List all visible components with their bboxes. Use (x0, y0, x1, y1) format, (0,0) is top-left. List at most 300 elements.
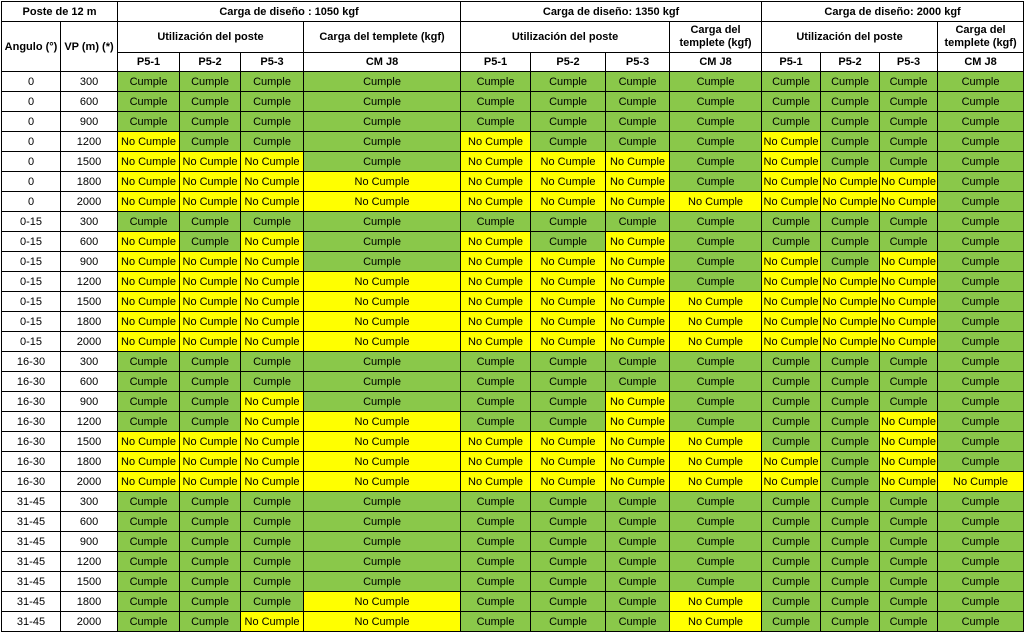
cumple-cell: Cumple (461, 92, 531, 112)
cumple-cell: Cumple (670, 352, 762, 372)
vp-cell: 900 (61, 392, 118, 412)
vp-cell: 900 (61, 252, 118, 272)
cumple-cell: Cumple (461, 512, 531, 532)
vp-cell: 300 (61, 352, 118, 372)
cumple-cell: Cumple (531, 72, 606, 92)
cumple-cell: Cumple (304, 492, 461, 512)
table-row (2, 252, 1024, 272)
cumple-cell: Cumple (241, 372, 304, 392)
vp-cell: 1500 (61, 432, 118, 452)
cumple-cell: Cumple (118, 492, 180, 512)
vp-cell: 600 (61, 372, 118, 392)
no-cumple-cell: No Cumple (118, 172, 180, 192)
vp-cell: 2000 (61, 472, 118, 492)
cumple-cell: Cumple (880, 372, 938, 392)
cumple-cell: Cumple (762, 572, 821, 592)
cumple-cell: Cumple (304, 252, 461, 272)
cumple-cell: Cumple (670, 412, 762, 432)
angulo-cell: 0-15 (2, 292, 61, 312)
cumple-cell: Cumple (461, 392, 531, 412)
cumple-cell: Cumple (531, 592, 606, 612)
no-cumple-cell: No Cumple (118, 192, 180, 212)
cumple-cell: Cumple (880, 112, 938, 132)
cumple-cell: Cumple (304, 152, 461, 172)
cumple-cell: Cumple (606, 212, 670, 232)
no-cumple-cell: No Cumple (762, 172, 821, 192)
cumple-cell: Cumple (531, 212, 606, 232)
angulo-cell: 0-15 (2, 312, 61, 332)
col-header: P5-2 (180, 53, 241, 72)
no-cumple-cell: No Cumple (118, 332, 180, 352)
table-row (2, 112, 1024, 132)
cumple-cell: Cumple (762, 72, 821, 92)
angulo-cell: 16-30 (2, 412, 61, 432)
cumple-cell: Cumple (531, 232, 606, 252)
no-cumple-cell: No Cumple (180, 292, 241, 312)
vp-cell: 1500 (61, 292, 118, 312)
cumple-cell: Cumple (180, 92, 241, 112)
no-cumple-cell: No Cumple (762, 272, 821, 292)
cumple-cell: Cumple (180, 132, 241, 152)
no-cumple-cell: No Cumple (762, 192, 821, 212)
cumple-cell: Cumple (670, 572, 762, 592)
vp-cell: 2000 (61, 192, 118, 212)
cumple-cell: Cumple (762, 552, 821, 572)
no-cumple-cell: No Cumple (821, 192, 880, 212)
no-cumple-cell: No Cumple (606, 272, 670, 292)
cumple-cell: Cumple (938, 252, 1024, 272)
no-cumple-cell: No Cumple (241, 172, 304, 192)
table-row (2, 552, 1024, 572)
cumple-cell: Cumple (241, 512, 304, 532)
cumple-cell: Cumple (938, 332, 1024, 352)
table-row (2, 192, 1024, 212)
cumple-cell: Cumple (880, 532, 938, 552)
no-cumple-cell: No Cumple (670, 332, 762, 352)
no-cumple-cell: No Cumple (670, 472, 762, 492)
angulo-cell: 31-45 (2, 592, 61, 612)
poste-header: Poste de 12 m (2, 2, 118, 22)
cumple-cell: Cumple (670, 132, 762, 152)
angulo-cell: 16-30 (2, 372, 61, 392)
cumple-cell: Cumple (762, 92, 821, 112)
cumple-cell: Cumple (118, 612, 180, 632)
no-cumple-cell: No Cumple (118, 132, 180, 152)
cumple-cell: Cumple (118, 552, 180, 572)
no-cumple-cell: No Cumple (461, 332, 531, 352)
carga-2000-header: Carga de diseño: 2000 kgf (762, 2, 1024, 22)
cumple-cell: Cumple (938, 232, 1024, 252)
no-cumple-cell: No Cumple (938, 472, 1024, 492)
cumple-cell: Cumple (880, 512, 938, 532)
no-cumple-cell: No Cumple (880, 332, 938, 352)
cumple-cell: Cumple (938, 412, 1024, 432)
cumple-cell: Cumple (118, 112, 180, 132)
cumple-cell: Cumple (670, 72, 762, 92)
no-cumple-cell: No Cumple (531, 472, 606, 492)
cumple-cell: Cumple (938, 292, 1024, 312)
utilizacion-header-1: Utilización del poste (118, 22, 304, 53)
table-row (2, 412, 1024, 432)
no-cumple-cell: No Cumple (762, 332, 821, 352)
cumple-cell: Cumple (304, 232, 461, 252)
no-cumple-cell: No Cumple (531, 432, 606, 452)
cumple-cell: Cumple (606, 592, 670, 612)
cumple-cell: Cumple (304, 392, 461, 412)
no-cumple-cell: No Cumple (461, 292, 531, 312)
cumple-cell: Cumple (670, 112, 762, 132)
cumple-cell: Cumple (461, 112, 531, 132)
table-row (2, 592, 1024, 612)
cumple-cell: Cumple (606, 72, 670, 92)
no-cumple-cell: No Cumple (880, 432, 938, 452)
cumple-cell: Cumple (938, 112, 1024, 132)
cumple-cell: Cumple (606, 512, 670, 532)
cumple-cell: Cumple (762, 492, 821, 512)
carga-1350-header: Carga de diseño: 1350 kgf (461, 2, 762, 22)
cumple-cell: Cumple (241, 212, 304, 232)
vp-cell: 1200 (61, 272, 118, 292)
no-cumple-cell: No Cumple (606, 432, 670, 452)
cumple-cell: Cumple (461, 552, 531, 572)
cumple-cell: Cumple (821, 152, 880, 172)
cumple-cell: Cumple (821, 212, 880, 232)
cumple-cell: Cumple (880, 132, 938, 152)
cumple-cell: Cumple (670, 552, 762, 572)
cumple-cell: Cumple (670, 92, 762, 112)
table-row (2, 272, 1024, 292)
angulo-cell: 0 (2, 72, 61, 92)
utilizacion-header-3: Utilización del poste (762, 22, 938, 53)
cumple-cell: Cumple (118, 212, 180, 232)
cumple-cell: Cumple (762, 212, 821, 232)
no-cumple-cell: No Cumple (118, 312, 180, 332)
vp-header: VP (m) (*) (61, 22, 118, 72)
table-row (2, 332, 1024, 352)
cumple-cell: Cumple (606, 372, 670, 392)
no-cumple-cell: No Cumple (670, 292, 762, 312)
cumple-cell: Cumple (762, 412, 821, 432)
no-cumple-cell: No Cumple (762, 312, 821, 332)
no-cumple-cell: No Cumple (762, 252, 821, 272)
cumple-cell: Cumple (938, 392, 1024, 412)
cumple-cell: Cumple (762, 512, 821, 532)
no-cumple-cell: No Cumple (461, 192, 531, 212)
no-cumple-cell: No Cumple (241, 192, 304, 212)
cumple-cell: Cumple (304, 512, 461, 532)
col-header: CM J8 (938, 53, 1024, 72)
no-cumple-cell: No Cumple (762, 292, 821, 312)
no-cumple-cell: No Cumple (670, 452, 762, 472)
table-row (2, 352, 1024, 372)
angulo-cell: 31-45 (2, 492, 61, 512)
cumple-cell: Cumple (304, 572, 461, 592)
cumple-cell: Cumple (531, 352, 606, 372)
angulo-cell: 0-15 (2, 332, 61, 352)
table-row (2, 492, 1024, 512)
cumple-cell: Cumple (180, 392, 241, 412)
table-row (2, 472, 1024, 492)
cumple-cell: Cumple (821, 232, 880, 252)
table-row (2, 572, 1024, 592)
no-cumple-cell: No Cumple (880, 292, 938, 312)
vp-cell: 1800 (61, 592, 118, 612)
cumple-cell: Cumple (938, 432, 1024, 452)
cumple-cell: Cumple (938, 612, 1024, 632)
cumple-cell: Cumple (241, 72, 304, 92)
cumple-cell: Cumple (531, 392, 606, 412)
cumple-cell: Cumple (938, 452, 1024, 472)
no-cumple-cell: No Cumple (180, 192, 241, 212)
cumple-cell: Cumple (461, 592, 531, 612)
cumple-cell: Cumple (821, 392, 880, 412)
cumple-cell: Cumple (670, 252, 762, 272)
no-cumple-cell: No Cumple (461, 312, 531, 332)
table-row (2, 132, 1024, 152)
no-cumple-cell: No Cumple (821, 272, 880, 292)
cumple-cell: Cumple (304, 352, 461, 372)
cumple-cell: Cumple (938, 212, 1024, 232)
col-header: P5-1 (118, 53, 180, 72)
cumple-cell: Cumple (821, 492, 880, 512)
cumple-cell: Cumple (762, 532, 821, 552)
cumple-cell: Cumple (670, 392, 762, 412)
cumple-cell: Cumple (821, 512, 880, 532)
cumple-cell: Cumple (938, 152, 1024, 172)
cumple-cell: Cumple (606, 112, 670, 132)
cumple-cell: Cumple (606, 572, 670, 592)
cumple-cell: Cumple (938, 532, 1024, 552)
cumple-cell: Cumple (938, 92, 1024, 112)
cumple-cell: Cumple (821, 92, 880, 112)
col-header: P5-3 (241, 53, 304, 72)
no-cumple-cell: No Cumple (531, 172, 606, 192)
no-cumple-cell: No Cumple (304, 292, 461, 312)
cumple-cell: Cumple (938, 72, 1024, 92)
vp-cell: 1200 (61, 552, 118, 572)
cumple-cell: Cumple (670, 152, 762, 172)
vp-cell: 900 (61, 112, 118, 132)
angulo-cell: 0-15 (2, 272, 61, 292)
cumple-cell: Cumple (304, 92, 461, 112)
cumple-cell: Cumple (241, 552, 304, 572)
no-cumple-cell: No Cumple (606, 332, 670, 352)
angulo-cell: 0 (2, 192, 61, 212)
cumple-cell: Cumple (531, 372, 606, 392)
cumple-cell: Cumple (180, 352, 241, 372)
cumple-cell: Cumple (461, 412, 531, 432)
cumple-cell: Cumple (880, 592, 938, 612)
cumple-cell: Cumple (180, 592, 241, 612)
no-cumple-cell: No Cumple (606, 312, 670, 332)
cumple-cell: Cumple (670, 272, 762, 292)
carga-1050-header: Carga de diseño : 1050 kgf (118, 2, 461, 22)
no-cumple-cell: No Cumple (880, 312, 938, 332)
cumple-cell: Cumple (241, 492, 304, 512)
cumple-cell: Cumple (180, 212, 241, 232)
vp-cell: 600 (61, 92, 118, 112)
cumple-cell: Cumple (241, 352, 304, 372)
cumple-cell: Cumple (606, 352, 670, 372)
cumple-cell: Cumple (821, 352, 880, 372)
no-cumple-cell: No Cumple (531, 152, 606, 172)
no-cumple-cell: No Cumple (606, 472, 670, 492)
no-cumple-cell: No Cumple (606, 292, 670, 312)
no-cumple-cell: No Cumple (821, 312, 880, 332)
no-cumple-cell: No Cumple (304, 312, 461, 332)
no-cumple-cell: No Cumple (180, 252, 241, 272)
no-cumple-cell: No Cumple (241, 252, 304, 272)
cumple-cell: Cumple (180, 572, 241, 592)
table-row (2, 452, 1024, 472)
cumple-cell: Cumple (762, 232, 821, 252)
cumplimiento-table (1, 1, 1024, 632)
cumple-cell: Cumple (880, 152, 938, 172)
no-cumple-cell: No Cumple (241, 232, 304, 252)
templete-header-2: Carga del templete (kgf) (670, 22, 762, 53)
cumple-cell: Cumple (304, 532, 461, 552)
cumple-cell: Cumple (180, 612, 241, 632)
vp-cell: 300 (61, 72, 118, 92)
cumple-cell: Cumple (180, 532, 241, 552)
angulo-header: Angulo (°) (2, 22, 61, 72)
no-cumple-cell: No Cumple (670, 592, 762, 612)
cumple-cell: Cumple (118, 592, 180, 612)
cumple-cell: Cumple (670, 512, 762, 532)
no-cumple-cell: No Cumple (241, 472, 304, 492)
cumple-cell: Cumple (180, 512, 241, 532)
cumple-cell: Cumple (304, 132, 461, 152)
col-header: P5-1 (762, 53, 821, 72)
cumple-cell: Cumple (118, 372, 180, 392)
no-cumple-cell: No Cumple (180, 312, 241, 332)
no-cumple-cell: No Cumple (461, 472, 531, 492)
cumple-cell: Cumple (762, 392, 821, 412)
no-cumple-cell: No Cumple (606, 412, 670, 432)
table-row (2, 372, 1024, 392)
no-cumple-cell: No Cumple (180, 472, 241, 492)
cumple-cell: Cumple (821, 132, 880, 152)
no-cumple-cell: No Cumple (606, 172, 670, 192)
cumple-cell: Cumple (670, 492, 762, 512)
cumple-cell: Cumple (762, 432, 821, 452)
utilizacion-header-2: Utilización del poste (461, 22, 670, 53)
no-cumple-cell: No Cumple (118, 452, 180, 472)
cumple-cell: Cumple (938, 492, 1024, 512)
cumple-cell: Cumple (670, 532, 762, 552)
no-cumple-cell: No Cumple (118, 472, 180, 492)
vp-cell: 1200 (61, 412, 118, 432)
angulo-cell: 0 (2, 152, 61, 172)
vp-cell: 1500 (61, 152, 118, 172)
no-cumple-cell: No Cumple (880, 472, 938, 492)
cumple-cell: Cumple (670, 212, 762, 232)
cumple-cell: Cumple (180, 112, 241, 132)
cumple-cell: Cumple (670, 232, 762, 252)
cumple-cell: Cumple (606, 492, 670, 512)
cumple-cell: Cumple (531, 132, 606, 152)
no-cumple-cell: No Cumple (241, 412, 304, 432)
cumple-cell: Cumple (531, 552, 606, 572)
vp-cell: 300 (61, 492, 118, 512)
no-cumple-cell: No Cumple (880, 272, 938, 292)
no-cumple-cell: No Cumple (118, 232, 180, 252)
no-cumple-cell: No Cumple (880, 452, 938, 472)
cumple-cell: Cumple (821, 72, 880, 92)
col-header: P5-3 (880, 53, 938, 72)
col-header: CM J8 (304, 53, 461, 72)
cumple-cell: Cumple (241, 532, 304, 552)
no-cumple-cell: No Cumple (670, 612, 762, 632)
no-cumple-cell: No Cumple (241, 332, 304, 352)
angulo-cell: 0 (2, 92, 61, 112)
table-row (2, 512, 1024, 532)
no-cumple-cell: No Cumple (531, 312, 606, 332)
no-cumple-cell: No Cumple (461, 252, 531, 272)
cumple-cell: Cumple (118, 92, 180, 112)
no-cumple-cell: No Cumple (531, 252, 606, 272)
cumple-cell: Cumple (938, 172, 1024, 192)
no-cumple-cell: No Cumple (180, 332, 241, 352)
vp-cell: 1800 (61, 172, 118, 192)
cumple-cell: Cumple (118, 512, 180, 532)
no-cumple-cell: No Cumple (821, 172, 880, 192)
table-row (2, 532, 1024, 552)
cumple-cell: Cumple (938, 312, 1024, 332)
angulo-cell: 0 (2, 132, 61, 152)
cumple-cell: Cumple (241, 592, 304, 612)
table-row (2, 232, 1024, 252)
cumple-cell: Cumple (606, 612, 670, 632)
no-cumple-cell: No Cumple (118, 292, 180, 312)
no-cumple-cell: No Cumple (670, 432, 762, 452)
cumple-cell: Cumple (880, 612, 938, 632)
no-cumple-cell: No Cumple (670, 192, 762, 212)
cumple-cell: Cumple (821, 592, 880, 612)
no-cumple-cell: No Cumple (606, 392, 670, 412)
cumple-cell: Cumple (880, 72, 938, 92)
no-cumple-cell: No Cumple (880, 192, 938, 212)
cumple-cell: Cumple (180, 412, 241, 432)
cumple-cell: Cumple (938, 352, 1024, 372)
no-cumple-cell: No Cumple (304, 412, 461, 432)
angulo-cell: 16-30 (2, 392, 61, 412)
angulo-cell: 0 (2, 172, 61, 192)
no-cumple-cell: No Cumple (762, 472, 821, 492)
cumple-cell: Cumple (531, 572, 606, 592)
cumple-cell: Cumple (461, 372, 531, 392)
cumple-cell: Cumple (531, 512, 606, 532)
cumple-cell: Cumple (670, 172, 762, 192)
cumple-cell: Cumple (118, 572, 180, 592)
cumple-cell: Cumple (606, 92, 670, 112)
cumple-cell: Cumple (821, 112, 880, 132)
vp-cell: 1200 (61, 132, 118, 152)
cumple-cell: Cumple (118, 412, 180, 432)
no-cumple-cell: No Cumple (304, 272, 461, 292)
angulo-cell: 16-30 (2, 472, 61, 492)
cumple-cell: Cumple (241, 572, 304, 592)
no-cumple-cell: No Cumple (241, 432, 304, 452)
cumple-cell: Cumple (821, 532, 880, 552)
cumple-cell: Cumple (304, 212, 461, 232)
cumple-cell: Cumple (938, 192, 1024, 212)
col-header: P5-2 (531, 53, 606, 72)
no-cumple-cell: No Cumple (531, 332, 606, 352)
no-cumple-cell: No Cumple (461, 132, 531, 152)
cumple-cell: Cumple (938, 272, 1024, 292)
table-row (2, 392, 1024, 412)
